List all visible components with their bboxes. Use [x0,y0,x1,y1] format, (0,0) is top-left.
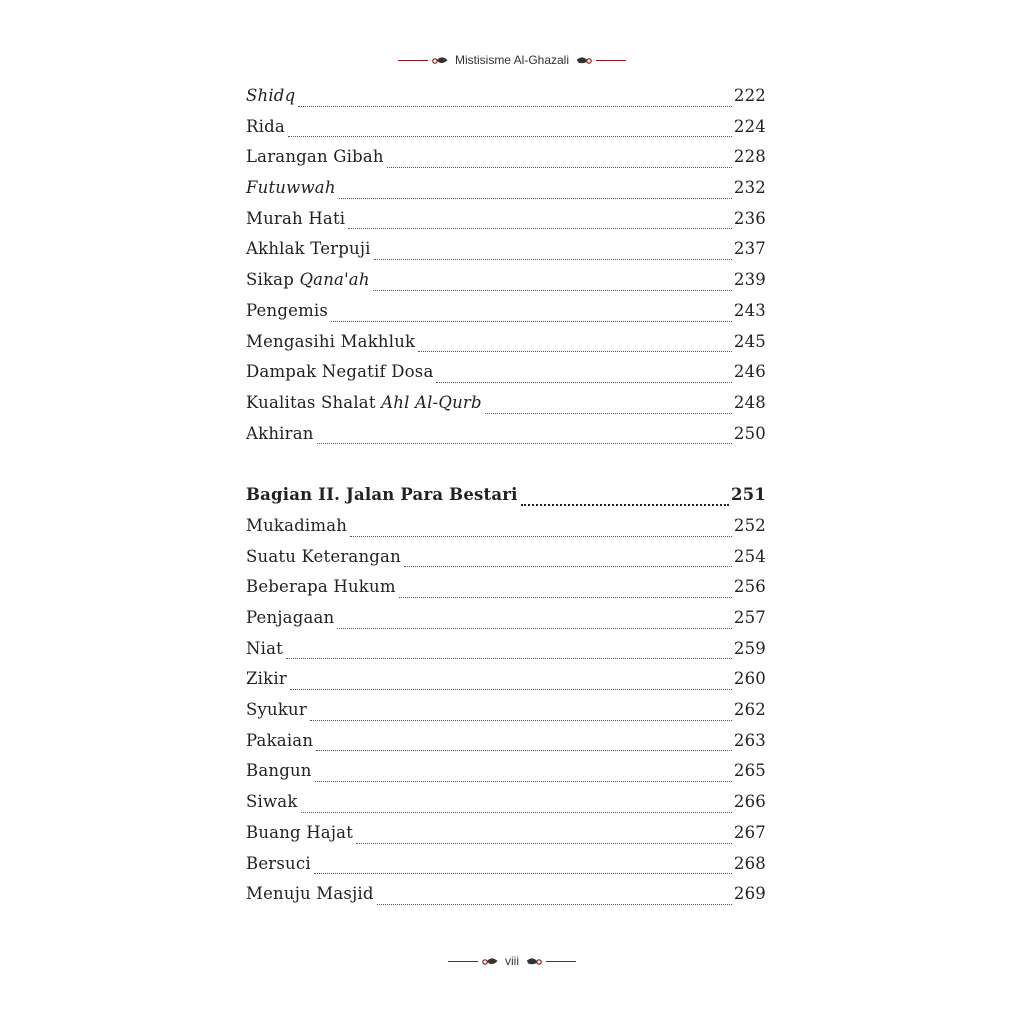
dot-leader [288,135,732,137]
toc-entry-title-italic: Shidq [246,86,296,105]
toc-entry-page: 237 [733,239,766,259]
toc-entry-page: 245 [733,331,766,351]
toc-entry-title-prefix: Kualitas Shalat [246,392,382,412]
ornament-rule-left [398,60,428,61]
dot-leader [315,780,732,782]
toc-entry [246,792,766,823]
toc-entry [246,639,766,670]
toc-entry-title: Bersuci [246,853,311,873]
dot-leader [356,842,732,844]
toc-entry-page: 251 [730,485,766,505]
toc-entry-page: 268 [733,853,766,873]
toc-entry [246,147,766,178]
toc-entry-title-italic: Futuwwah [246,178,336,198]
toc-entry-title: Akhiran [246,423,314,443]
toc-entry [246,332,766,363]
dot-leader [485,412,732,414]
running-header-title: Mistisisme Al-Ghazali [454,53,570,67]
toc-entry-title-italic: Qana'ah [299,270,370,290]
toc-entry-title: Larangan Gibah [246,147,384,167]
dot-leader [314,872,732,874]
dot-leader [298,105,732,107]
dot-leader [387,166,732,168]
toc-entry-title-italic: Ahl Al-Qurb [381,392,482,412]
toc-entry-title: Mukadimah [246,515,348,535]
toc-entry-title: Akhlak Terpuji [246,239,371,259]
toc-entry [246,547,766,578]
dot-leader [331,320,732,322]
toc-entry-title: Penjagaan [246,608,335,627]
ornament-left-icon [481,955,499,967]
toc-entry-title: Bagian II. Jalan Para Bestari [246,485,518,505]
toc-entry [246,301,766,332]
toc-entry [246,86,766,117]
toc-entry-title: Buang Hajat [246,822,354,842]
toc-entry-title: Dampak Negatif Dosa [246,362,434,382]
toc-entry [246,178,766,209]
dot-leader [350,535,732,537]
toc-entry-title: Pengemis [246,300,329,320]
toc-entry [246,731,766,762]
dot-leader [337,627,732,629]
toc-entry-page: 222 [733,86,766,105]
dot-leader [316,749,732,751]
running-header [0,50,1024,70]
toc-entry-page: 262 [733,700,766,720]
toc-entry-title: Rida [246,116,285,136]
toc-entry [246,424,766,455]
toc-entry [246,700,766,731]
toc-entry-page: 260 [733,669,766,689]
toc-entry-page: 228 [733,147,766,167]
toc-entry [246,362,766,393]
toc-entry-page: 265 [733,761,766,781]
toc-part-heading [246,485,766,516]
toc-entry [246,209,766,240]
dot-leader [317,442,732,444]
ornament-rule-right [596,60,626,61]
toc-entry-page: 259 [733,638,766,658]
ornament-rule-right [546,961,576,962]
toc-entry-page: 267 [733,822,766,842]
toc-entry-page: 269 [733,884,766,904]
toc-entry-page: 224 [733,116,766,136]
toc-entry-page: 248 [733,392,766,412]
toc-entry-title: Siwak [246,792,298,812]
dot-leader [348,227,732,229]
toc-entry [246,270,766,301]
toc-entry [246,823,766,854]
toc-entry-title [246,86,295,105]
toc-entry-title: Pakaian [246,730,314,750]
toc-entry [246,117,766,148]
toc-entry [246,761,766,792]
toc-entry-title [246,393,482,412]
dot-leader [374,258,732,260]
dot-leader [399,596,732,598]
toc-entry-page: 232 [733,178,766,198]
toc-entry [246,239,766,270]
dot-leader [339,197,732,199]
toc-entry [246,393,766,424]
toc-entry-page: 239 [733,270,766,290]
toc-entry-title [246,270,370,289]
toc-entry-page: 252 [733,515,766,535]
dot-leader [290,688,732,690]
toc-entry-title: Murah Hati [246,208,346,228]
ornament-right-icon [525,955,543,967]
toc-entry-title: Mengasihi Makhluk [246,331,416,351]
toc-entry-title: Beberapa Hukum [246,577,396,597]
toc-entry [246,854,766,885]
dot-leader [436,381,731,383]
dot-leader [418,350,732,352]
toc-entry-page: 266 [733,792,766,812]
table-of-contents [246,86,766,915]
toc-entry-title: Niat [246,638,283,658]
toc-entry [246,608,766,639]
ornament-rule-left [448,961,478,962]
toc-entry-page: 236 [733,208,766,228]
toc-entry-page: 254 [733,546,766,566]
toc-entry-page: 246 [733,362,766,382]
dot-leader [404,565,732,567]
toc-entry [246,669,766,700]
toc-entry [246,516,766,547]
dot-leader [521,503,729,506]
toc-entry [246,577,766,608]
dot-leader [310,719,732,721]
toc-entry [246,884,766,915]
toc-entry-title-prefix: Sikap [246,270,300,290]
toc-entry-page: 243 [733,300,766,320]
dot-leader [377,903,732,905]
running-footer [0,951,1024,971]
ornament-right-icon [575,54,593,66]
dot-leader [301,811,732,813]
toc-entry-page: 263 [733,730,766,750]
section-gap [246,454,766,485]
toc-entry-title: Syukur [246,700,307,720]
toc-entry-title: Menuju Masjid [246,884,374,904]
toc-entry-page: 257 [733,608,766,627]
toc-entry-title: Zikir [246,669,287,689]
toc-entry-title [246,178,336,197]
page-number: viii [505,954,519,968]
dot-leader [373,289,732,291]
dot-leader [286,657,732,659]
ornament-left-icon [431,54,449,66]
toc-entry-title: Bangun [246,761,312,781]
toc-entry-page: 250 [733,423,766,443]
toc-entry-page: 256 [733,577,766,597]
toc-entry-title: Suatu Keterangan [246,546,401,566]
